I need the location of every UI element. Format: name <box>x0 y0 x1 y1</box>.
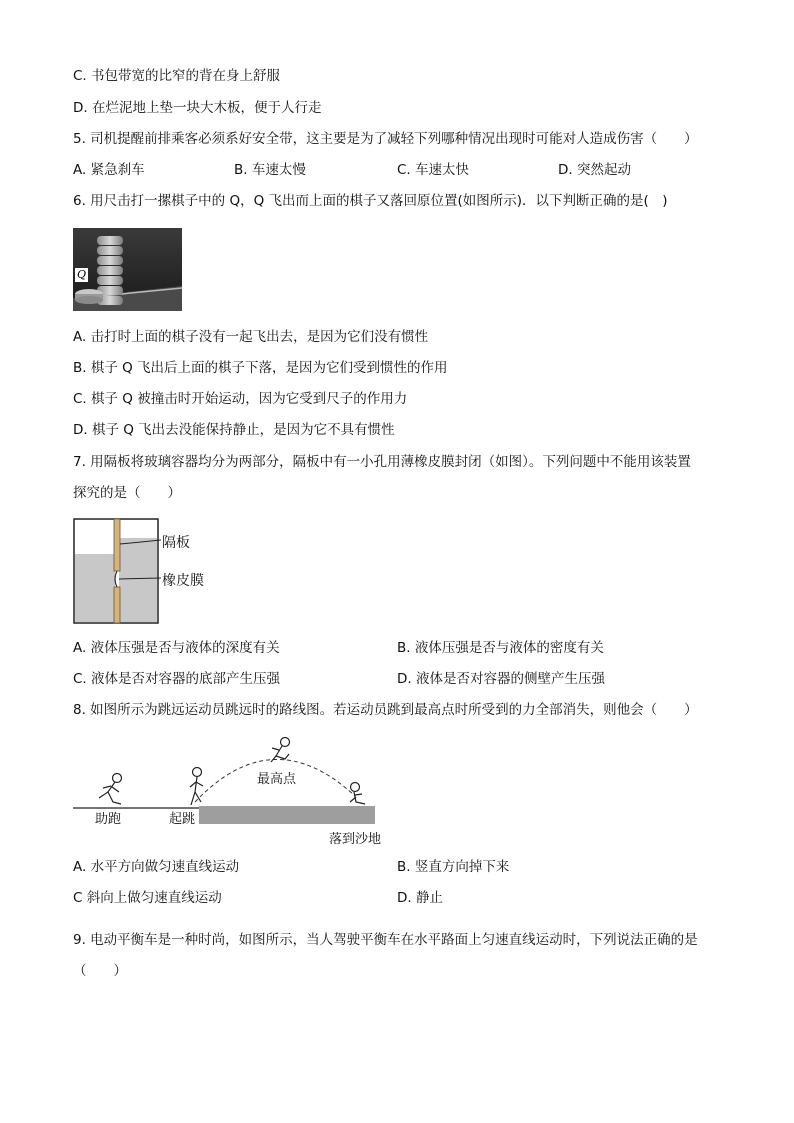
q9-stem-line2: （ ） <box>73 963 127 979</box>
q7-option-b: B. 液体压强是否与液体的密度有关 <box>397 640 604 656</box>
q8-option-a: A. 水平方向做匀速直线运动 <box>73 859 240 875</box>
q7-figure-container <box>73 514 223 626</box>
q6-figure-label-q: Q <box>77 268 87 281</box>
q5-stem: 5. 司机提醒前排乘客必须系好安全带，这主要是为了减轻下列哪种情况出现时可能对人造成伤害（ ） <box>73 131 698 147</box>
q5-option-b: B. 车速太慢 <box>234 162 306 178</box>
q7-label-partition: 隔板 <box>162 535 190 551</box>
q5-option-d: D. 突然起动 <box>558 162 631 178</box>
q6-option-a: A. 击打时上面的棋子没有一起飞出去，是因为它们没有惯性 <box>73 329 429 345</box>
q7-option-c: C. 液体是否对容器的底部产生压强 <box>73 671 281 687</box>
q6-option-d: D. 棋子 Q 飞出去没能保持静止，是因为它不具有惯性 <box>73 422 395 438</box>
q7-option-d: D. 液体是否对容器的侧壁产生压强 <box>397 671 605 687</box>
q8-label-peak: 最高点 <box>257 772 297 787</box>
q7-option-a: A. 液体压强是否与液体的深度有关 <box>73 640 280 656</box>
q7-stem-line2: 探究的是（ ） <box>73 485 181 501</box>
q8-label-takeoff: 起跳 <box>169 812 196 827</box>
q8-option-c: C 斜向上做匀速直线运动 <box>73 890 222 906</box>
q4-option-d: D. 在烂泥地上垫一块大木板，便于人行走 <box>73 100 322 116</box>
q8-option-b: B. 竖直方向掉下来 <box>397 859 510 875</box>
q8-figure-long-jump <box>73 730 393 848</box>
q6-stem: 6. 用尺击打一摞棋子中的 Q，Q 飞出而上面的棋子又落回原位置(如图所示)．以下判断正确的是( ) <box>73 193 668 209</box>
chess-stack-photo <box>73 228 182 311</box>
q6-option-b: B. 棋子 Q 飞出后上面的棋子下落，是因为它们受到惯性的作用 <box>73 360 448 376</box>
q8-label-run: 助跑 <box>95 812 122 827</box>
q9-stem-line1: 9. 电动平衡车是一种时尚，如图所示，当人驾驶平衡车在水平路面上匀速直线运动时，下列说法正确的是 <box>73 932 698 948</box>
q5-option-c: C. 车速太快 <box>397 162 470 178</box>
q6-option-c: C. 棋子 Q 被撞击时开始运动，因为它受到尺子的作用力 <box>73 391 408 407</box>
q7-stem-line1: 7. 用隔板将玻璃容器均分为两部分，隔板中有一小孔用薄橡皮膜封闭（如图）。下列问题中不能用该装置 <box>73 454 691 470</box>
q7-label-membrane: 橡皮膜 <box>162 573 204 589</box>
q8-stem: 8. 如图所示为跳远运动员跳远时的路线图。若运动员跳到最高点时所受到的力全部消失，则他会（ ） <box>73 702 698 718</box>
q4-option-c: C. 书包带宽的比窄的背在身上舒服 <box>73 68 281 84</box>
q6-figure-chess-stack <box>73 228 182 311</box>
q8-label-land: 落到沙地 <box>329 832 382 847</box>
q5-option-a: A. 紧急刹车 <box>73 162 145 178</box>
q8-option-d: D. 静止 <box>397 890 443 906</box>
